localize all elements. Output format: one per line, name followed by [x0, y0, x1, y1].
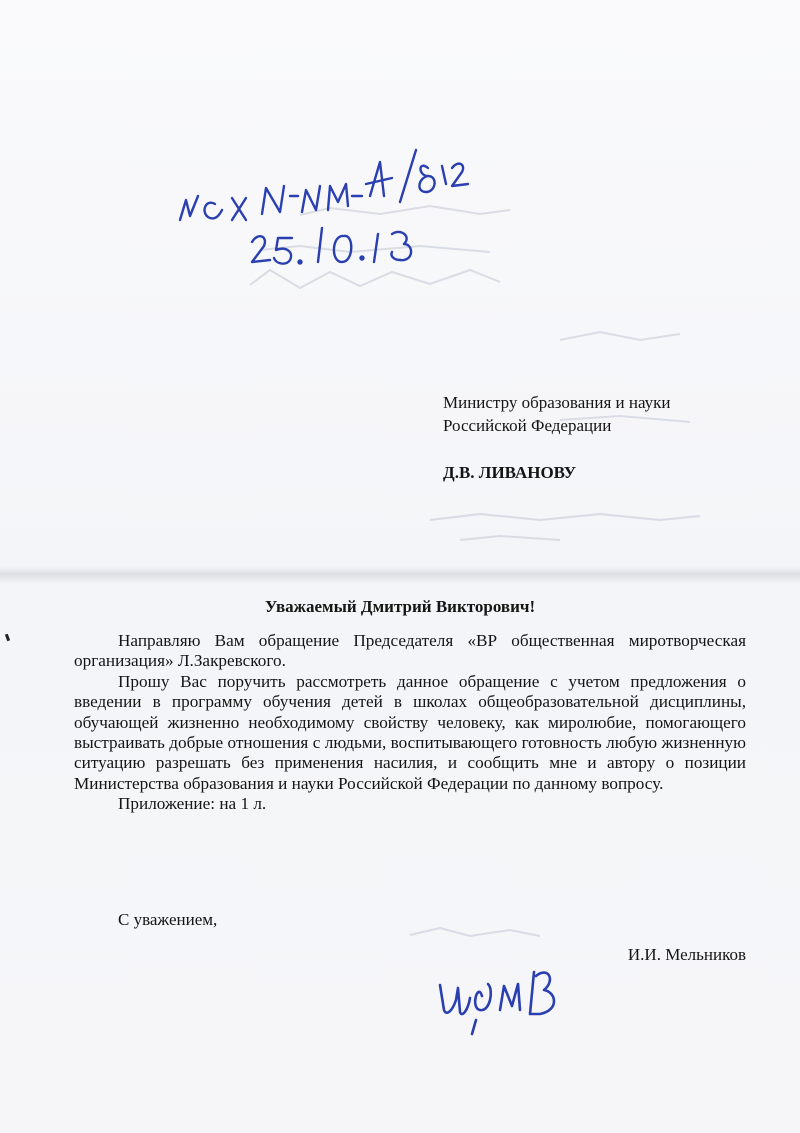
letter-body [74, 631, 746, 815]
margin-mark [5, 634, 10, 642]
salutation: Уважаемый Дмитрий Викторович! [264, 597, 536, 616]
body-paragraph: Направляю Вам обращение Председателя «ВР общественная миротворческая организация» Л.Закревского. [74, 631, 746, 671]
body-paragraph: Приложение: на 1 л. [118, 794, 267, 814]
addressee-name: Д.В. ЛИВАНОВУ [443, 463, 577, 482]
body-paragraph: Прошу Вас поручить рассмотреть данное обращение с учетом предложения о введении в программу обучения детей в школах общеобразовательной дисциплины, обучающей жизненно необходимому свойству человеку, как миролюбие, помогающего выстраивать добрые отношения с людьми, воспитывающего готовность любую жизненную ситуацию разрешать без применения насилия, и сообщить мне и автору о позиции Министерства образования и науки Российской Федерации по данному вопросу. [74, 671, 746, 793]
signer-name: И.И. Мельников [627, 945, 746, 964]
addressee-line-2: Российской Федерации [443, 416, 612, 435]
paper-fold [0, 566, 800, 584]
addressee-line-1: Министру образования и науки [443, 393, 671, 412]
addressee-block [443, 391, 763, 484]
closing: С уважением, [118, 910, 218, 929]
